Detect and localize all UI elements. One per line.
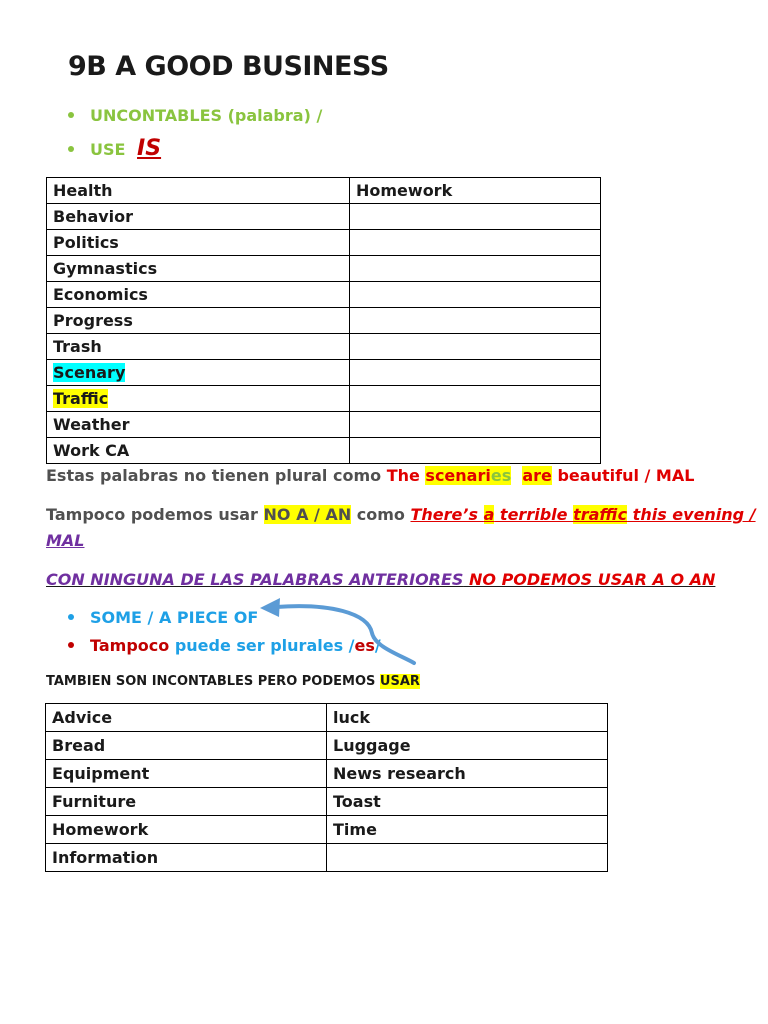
table-cell: Information	[46, 844, 327, 872]
bullet-uncontables	[68, 106, 322, 125]
table-cell: Economics	[47, 282, 350, 308]
table-cell: luck	[327, 704, 608, 732]
is-emphasis: IS	[137, 136, 162, 161]
table-cell: Trash	[47, 334, 350, 360]
table-cell: Weather	[47, 412, 350, 438]
incontables-table	[45, 703, 608, 872]
explanation-line-2	[46, 505, 756, 524]
table-cell: Work CA	[47, 438, 350, 464]
table-cell: Bread	[46, 732, 327, 760]
text-segment: The	[386, 466, 426, 485]
bullet-dot	[68, 112, 74, 118]
table-row	[46, 704, 608, 732]
table-cell: Homework	[350, 178, 601, 204]
table-cell	[350, 282, 601, 308]
explanation-line-1	[46, 466, 694, 485]
bullet-text: UNCONTABLES (palabra) /	[90, 106, 323, 125]
table-row	[46, 732, 608, 760]
table-row	[46, 760, 608, 788]
table-cell	[350, 412, 601, 438]
table-row	[46, 816, 608, 844]
highlighted-word: USAR	[379, 674, 420, 689]
table-cell	[350, 438, 601, 464]
highlighted-word: are	[522, 466, 552, 485]
bullet-use	[68, 136, 161, 161]
highlighted-word: Scenary	[53, 363, 126, 382]
example-text: this evening /	[627, 505, 756, 524]
bullet-dot	[68, 146, 74, 152]
text-segment: Tampoco	[90, 636, 170, 655]
text-segment: es	[354, 636, 375, 655]
table-cell: Gymnastics	[47, 256, 350, 282]
table-row	[46, 844, 608, 872]
table-cell	[350, 256, 601, 282]
table-cell: Luggage	[327, 732, 608, 760]
text-segment: beautiful / MAL	[551, 466, 695, 485]
table-row	[47, 438, 601, 464]
table-row	[47, 178, 601, 204]
page-title: 9B A GOOD BUSINESS	[68, 51, 389, 82]
example-text: There’s	[410, 505, 484, 524]
table-cell: Politics	[47, 230, 350, 256]
bullet-dot	[68, 642, 74, 648]
highlighted-word: NO A / AN	[263, 505, 352, 524]
table-cell	[327, 844, 608, 872]
highlighted-word: scenari	[425, 466, 491, 485]
table-cell	[350, 204, 601, 230]
table-row	[47, 256, 601, 282]
table-cell	[350, 230, 601, 256]
table-row	[47, 308, 601, 334]
table-cell	[350, 308, 601, 334]
table-row	[47, 230, 601, 256]
table-cell: News research	[327, 760, 608, 788]
rule-line	[46, 570, 715, 589]
table-row	[47, 386, 601, 412]
table-cell: Toast	[327, 788, 608, 816]
table-cell	[350, 386, 601, 412]
table-cell	[47, 360, 350, 386]
uncountable-table	[46, 177, 601, 464]
table-row	[47, 282, 601, 308]
table-row	[47, 204, 601, 230]
table-row	[46, 788, 608, 816]
text-segment: Estas palabras no tienen plural como	[46, 466, 387, 485]
table-cell	[350, 360, 601, 386]
table-cell	[47, 386, 350, 412]
table-cell: Time	[327, 816, 608, 844]
table-row	[47, 360, 601, 386]
text-segment: CON NINGUNA DE LAS PALABRAS ANTERIORES	[46, 570, 464, 589]
table-row	[47, 412, 601, 438]
text-segment: puede ser plurales	[169, 636, 349, 655]
table-cell: Health	[47, 178, 350, 204]
subheading	[46, 674, 420, 689]
table-row	[47, 334, 601, 360]
example-text: terrible	[494, 505, 574, 524]
table-cell: Behavior	[47, 204, 350, 230]
highlighted-word: Traffic	[53, 389, 109, 408]
highlighted-word: traffic	[573, 505, 628, 524]
highlighted-word: a	[483, 505, 495, 524]
table-cell: Advice	[46, 704, 327, 732]
text-segment: TAMBIEN SON INCONTABLES PERO PODEMOS	[46, 674, 380, 689]
table-cell: Furniture	[46, 788, 327, 816]
text-segment: NO PODEMOS USAR A O AN	[463, 570, 716, 589]
highlighted-word: es	[490, 466, 512, 485]
text-segment: Tampoco podemos usar	[46, 505, 264, 524]
text-segment: como	[351, 505, 411, 524]
bullet-dot	[68, 614, 74, 620]
bullet-some	[68, 608, 258, 627]
table-cell	[350, 334, 601, 360]
table-cell: Homework	[46, 816, 327, 844]
text-segment: /	[348, 636, 355, 655]
table-cell: Progress	[47, 308, 350, 334]
bullet-text: SOME / A PIECE OF	[90, 608, 259, 627]
bullet-text: USE	[90, 140, 126, 159]
table-cell: Equipment	[46, 760, 327, 788]
curved-arrow-icon	[250, 595, 430, 675]
mal-purple: MAL	[46, 531, 85, 550]
text-segment: /	[374, 636, 381, 655]
